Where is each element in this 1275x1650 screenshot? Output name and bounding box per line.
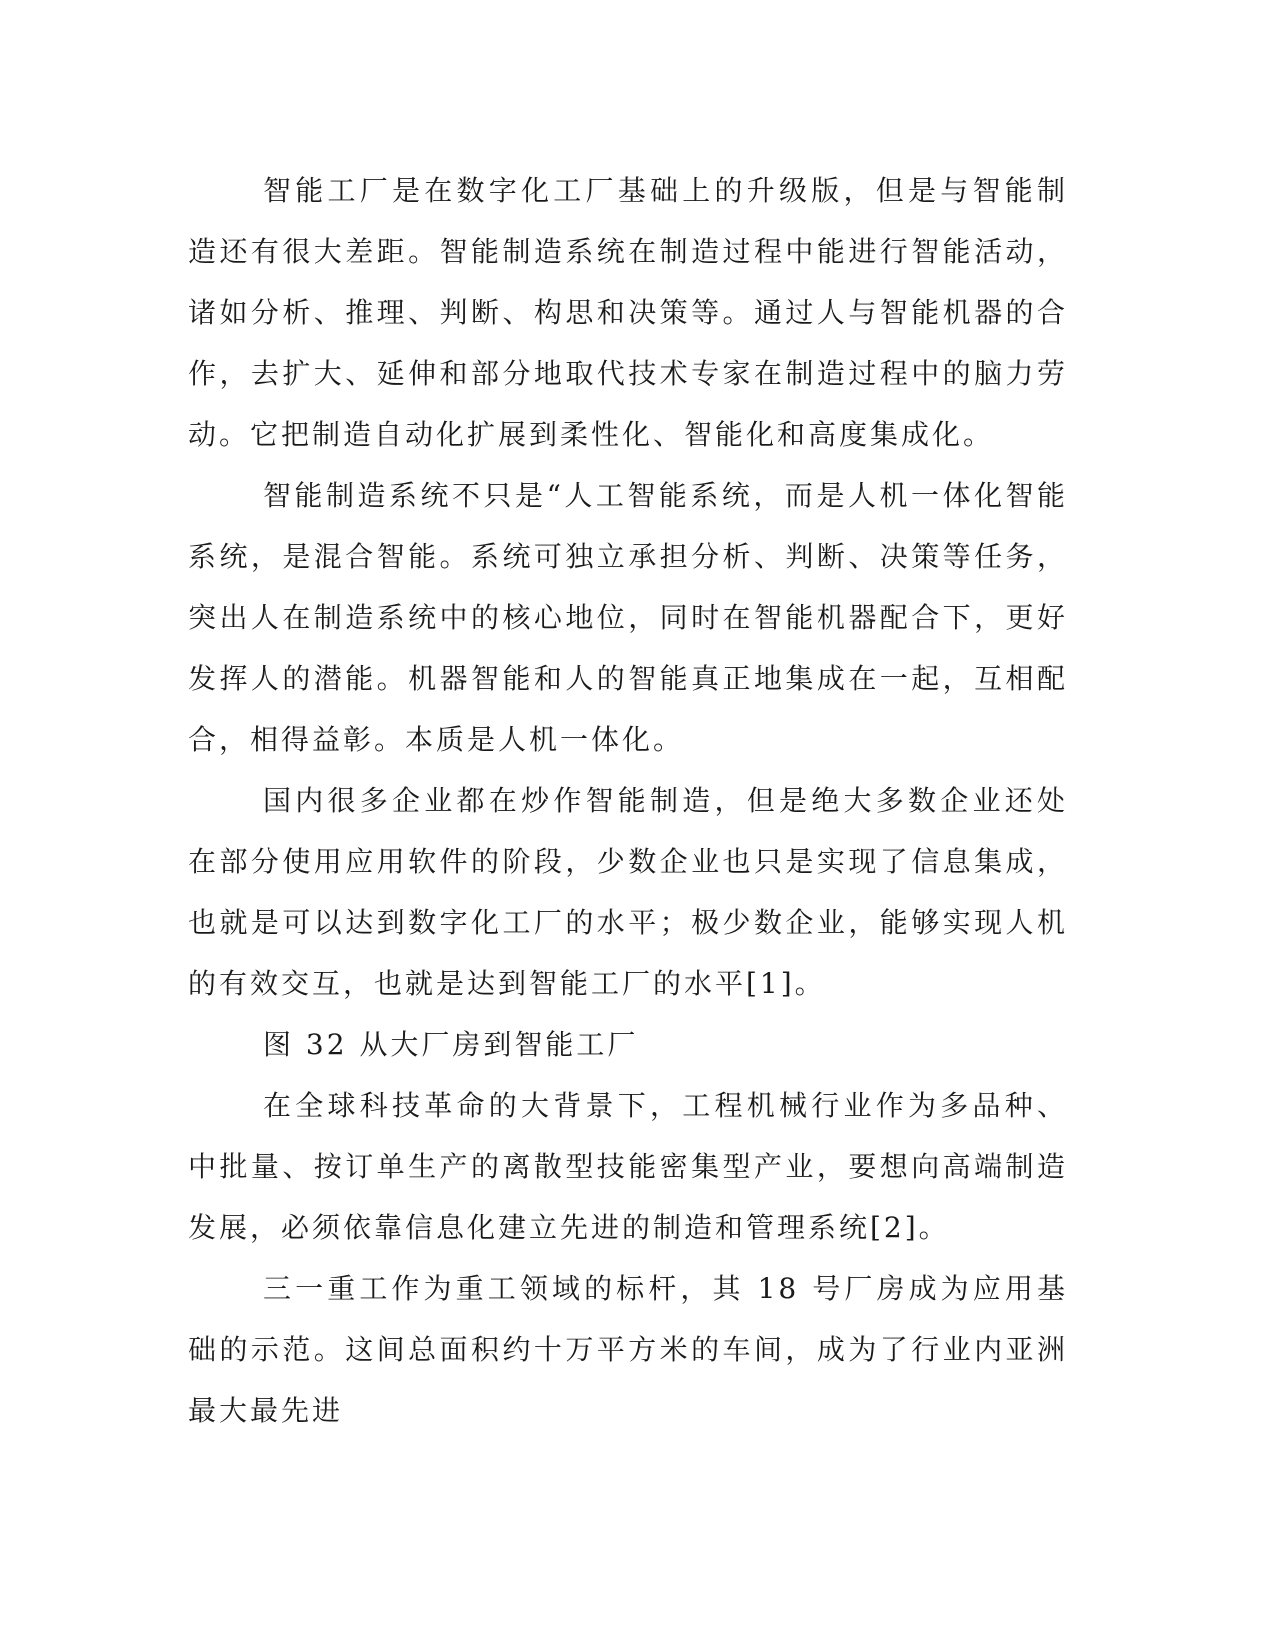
paragraph-human-machine-integration: 智能制造系统不只是“人工智能系统，而是人机一体化智能系统，是混合智能。系统可独立承担分析、判断、决策等任务，突出人在制造系统中的核心地位，同时在智能机器配合下，更好发挥人的潜能。机器智能和人的智能真正地集成在一起，互相配合，相得益彰。本质是人机一体化。 — [188, 479, 1068, 756]
paragraph-domestic-enterprises: 国内很多企业都在炒作智能制造，但是绝大多数企业还处在部分使用应用软件的阶段，少数企业也只是实现了信息集成，也就是可以达到数字化工厂的水平；极少数企业，能够实现人机的有效交互，也就是达到智能工厂的水平[1]。 — [188, 784, 1068, 1000]
paragraph-construction-machinery: 在全球科技革命的大背景下，工程机械行业作为多品种、中批量、按订单生产的离散型技能密集型产业，要想向高端制造发展，必须依靠信息化建立先进的制造和管理系统[2]。 — [188, 1089, 1068, 1244]
paragraph-sany-heavy-industry: 三一重工作为重工领域的标杆，其 18 号厂房成为应用基础的示范。这间总面积约十万平方米的车间，成为了行业内亚洲最大最先进 — [188, 1272, 1068, 1427]
figure-caption: 图 32 从大厂房到智能工厂 — [263, 1028, 639, 1061]
paragraph-smart-factory-intro: 智能工厂是在数字化工厂基础上的升级版，但是与智能制造还有很大差距。智能制造系统在制造过程中能进行智能活动，诸如分析、推理、判断、构思和决策等。通过人与智能机器的合作，去扩大、延伸和部分地取代技术专家在制造过程中的脑力劳动。它把制造自动化扩展到柔性化、智能化和高度集成化。 — [188, 174, 1068, 451]
document-body — [188, 160, 1068, 1441]
